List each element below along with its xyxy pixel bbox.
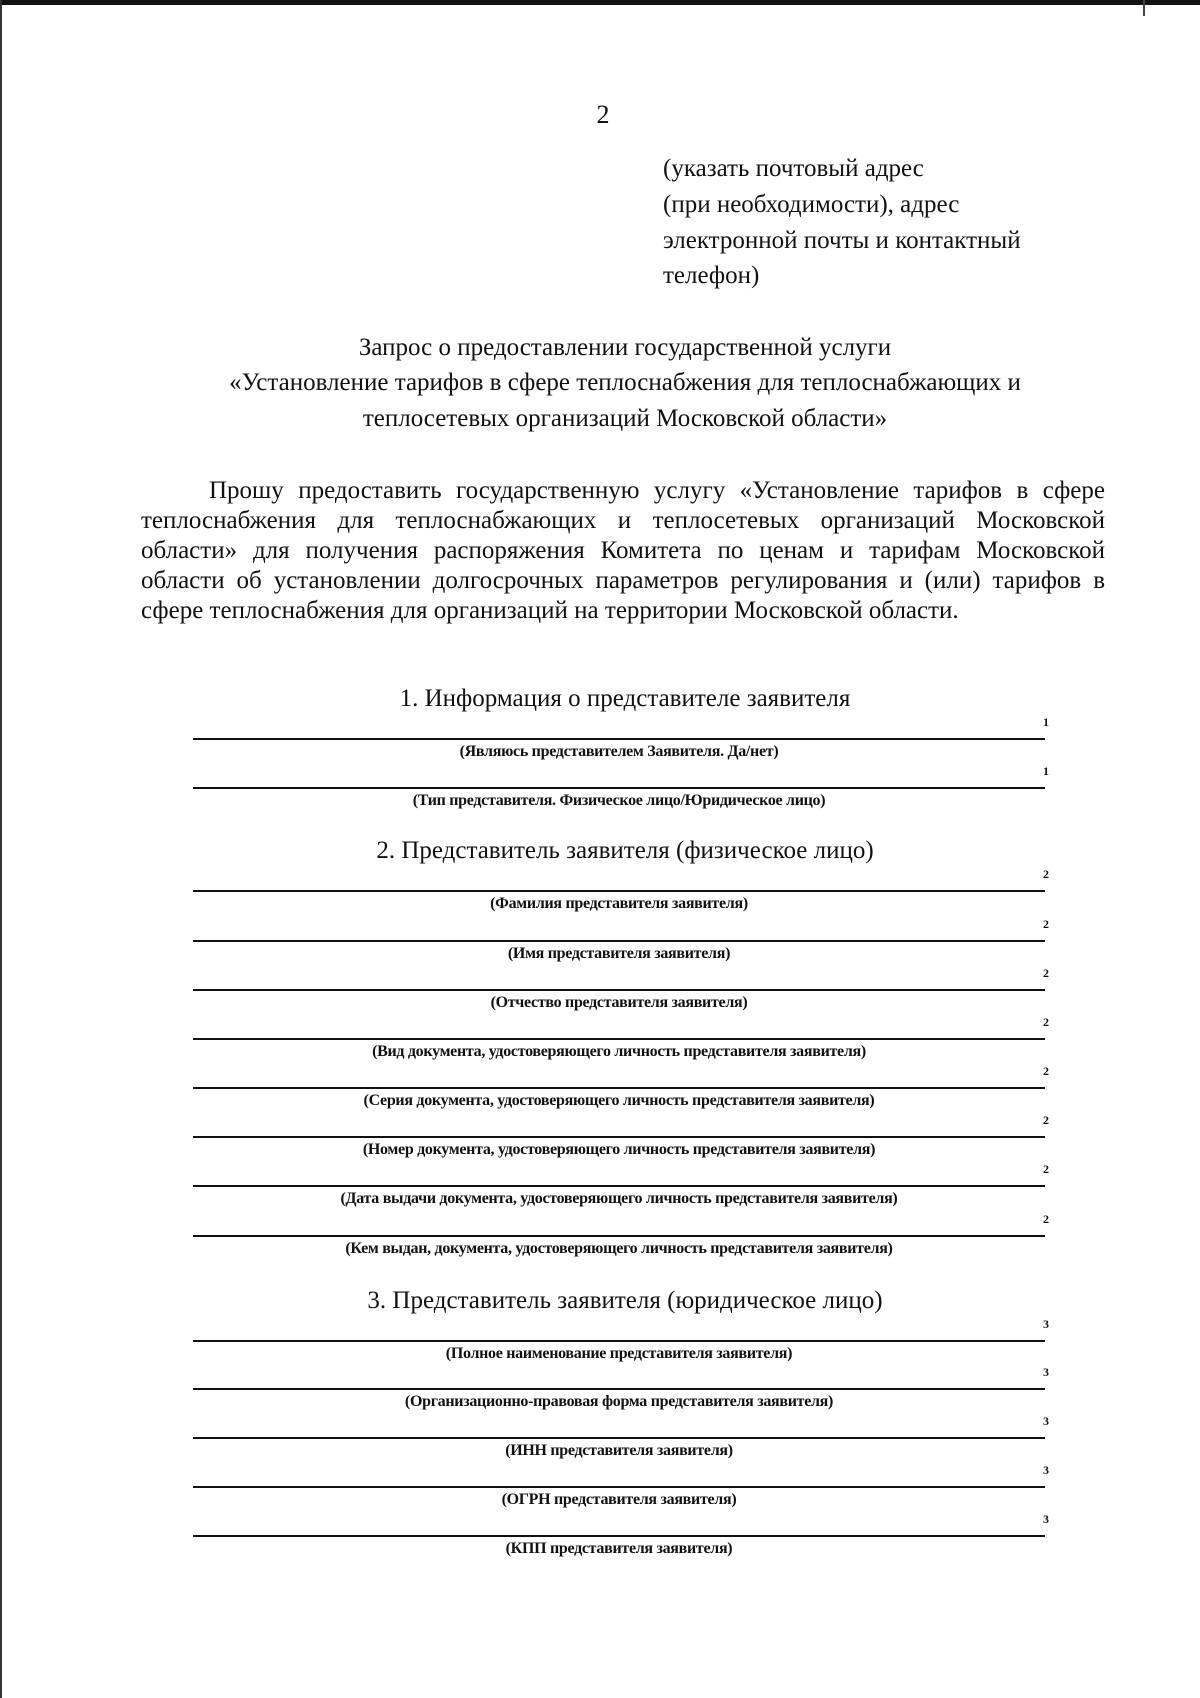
section-heading: 2. Представитель заявителя (физическое лицо) [376, 837, 874, 864]
footnote-marker: 3 [1043, 1414, 1049, 1428]
footnote-marker: 3 [1043, 1463, 1049, 1477]
field-caption: (Тип представителя. Физическое лицо/Юридическое лицо) [412, 792, 826, 809]
scan-mark [1143, 0, 1145, 16]
field-caption: (Дата выдачи документа, удостоверяющего личность представителя заявителя) [340, 1190, 898, 1207]
section-heading: 3. Представитель заявителя (юридическое лицо) [367, 1287, 883, 1314]
field-caption: (Вид документа, удостоверяющего личность представителя заявителя) [372, 1043, 866, 1060]
footnote-marker: 2 [1043, 1212, 1049, 1226]
field-caption: (Фамилия представителя заявителя) [490, 895, 748, 912]
field-caption: (Серия документа, удостоверяющего личность представителя заявителя) [363, 1092, 875, 1109]
form-field-line[interactable] [193, 787, 1045, 789]
footnote-marker: 3 [1043, 1317, 1049, 1331]
document-title-line: Запрос о предоставлении государственной услуги [358, 334, 892, 361]
form-field-line[interactable] [193, 1087, 1045, 1089]
page-number: 2 [596, 100, 610, 129]
footnote-marker: 3 [1043, 1365, 1049, 1379]
form-field-line[interactable] [193, 1437, 1045, 1439]
scan-edge-left [0, 0, 2, 1698]
field-caption: (Являюсь представителем Заявителя. Да/нет) [459, 743, 779, 760]
footnote-marker: 2 [1043, 1113, 1049, 1127]
form-field-line[interactable] [193, 1185, 1045, 1187]
form-field-line[interactable] [193, 989, 1045, 991]
form-field-line[interactable] [193, 1235, 1045, 1237]
field-caption: (КПП представителя заявителя) [505, 1540, 733, 1557]
footnote-marker: 1 [1043, 764, 1049, 778]
field-caption: (Отчество представителя заявителя) [490, 994, 748, 1011]
address-note-line: телефон) [663, 262, 760, 289]
document-title-line: «Установление тарифов в сфере теплоснабжения для теплоснабжающих и [229, 369, 1021, 396]
address-note-line: (при необходимости), адрес [663, 191, 960, 218]
form-field-line[interactable] [193, 1038, 1045, 1040]
footnote-marker: 1 [1043, 715, 1049, 729]
address-note-line: (указать почтовый адрес [663, 155, 924, 182]
scan-edge-top [0, 0, 1200, 5]
field-caption: (ИНН представителя заявителя) [505, 1442, 733, 1459]
field-caption: (Имя представителя заявителя) [507, 945, 731, 962]
footnote-marker: 2 [1043, 867, 1049, 881]
footnote-marker: 2 [1043, 1162, 1049, 1176]
field-caption: (ОГРН представителя заявителя) [501, 1491, 737, 1508]
footnote-marker: 2 [1043, 1015, 1049, 1029]
footnote-marker: 2 [1043, 966, 1049, 980]
footnote-marker: 2 [1043, 917, 1049, 931]
form-field-line[interactable] [193, 738, 1045, 740]
form-field-line[interactable] [193, 1388, 1045, 1390]
form-field-line[interactable] [193, 1340, 1045, 1342]
address-note-line: электронной почты и контактный [663, 227, 1021, 254]
footnote-marker: 2 [1043, 1064, 1049, 1078]
field-caption: (Организационно-правовая форма представителя заявителя) [404, 1393, 834, 1410]
footnote-marker: 3 [1043, 1512, 1049, 1526]
request-paragraph: Прошу предоставить государственную услугу «Установление тарифов в сфере теплоснабжения для теплоснабжающих и теплосетевых организаций Московской области» для получения распоряжения Комитета по ценам и тарифам Московской области об установлении долгосрочных параметров регулирования и (или) тарифов в сфере теплоснабжения для организаций на территории Московской области. [141, 477, 1105, 624]
form-field-line[interactable] [193, 890, 1045, 892]
field-caption: (Полное наименование представителя заявителя) [445, 1345, 793, 1362]
section-heading: 1. Информация о представителе заявителя [399, 685, 851, 712]
document-title-line: теплосетевых организаций Московской области» [362, 405, 888, 432]
form-field-line[interactable] [193, 1136, 1045, 1138]
form-field-line[interactable] [193, 1535, 1045, 1537]
field-caption: (Номер документа, удостоверяющего личность представителя заявителя) [362, 1141, 876, 1158]
form-field-line[interactable] [193, 1486, 1045, 1488]
form-field-line[interactable] [193, 940, 1045, 942]
field-caption: (Кем выдан, документа, удостоверяющего личность представителя заявителя) [345, 1240, 893, 1257]
